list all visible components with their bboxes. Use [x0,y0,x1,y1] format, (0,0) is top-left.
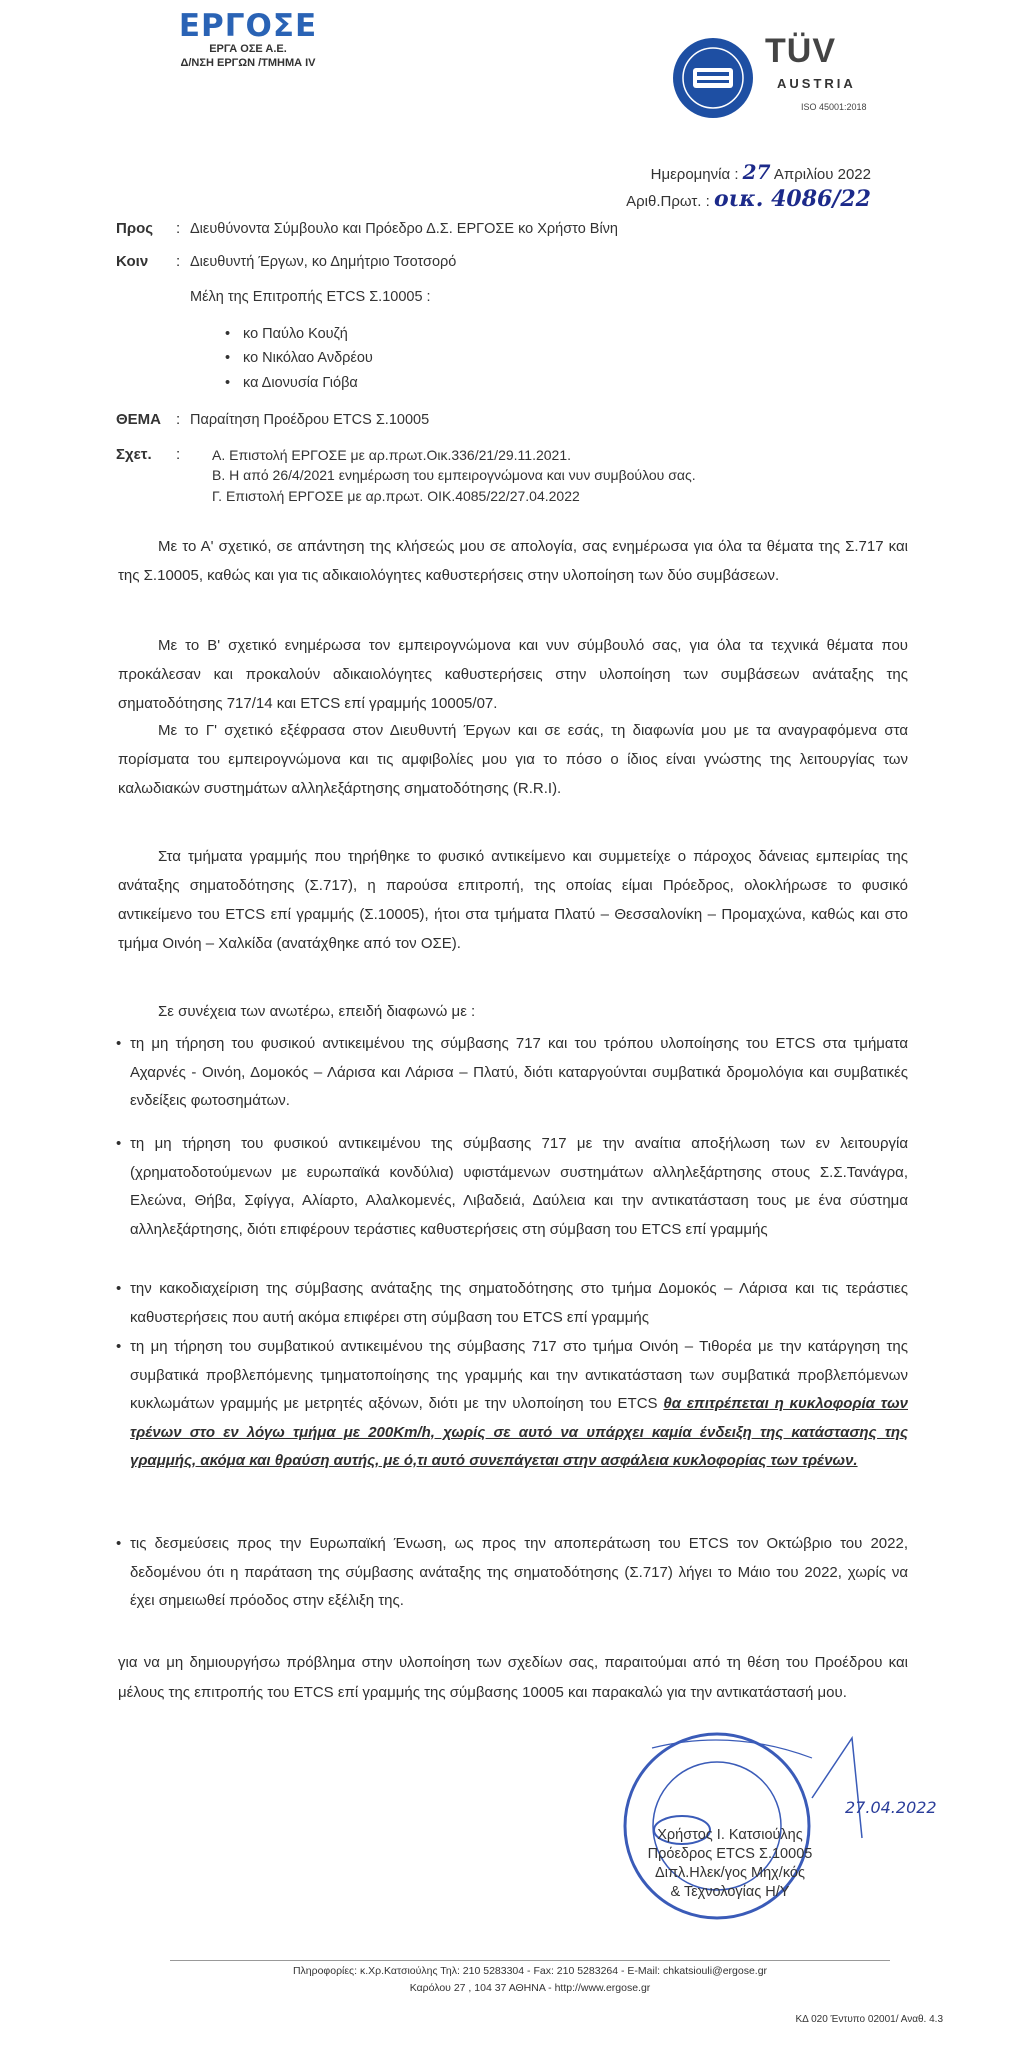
objection-item [116,1030,908,1116]
paragraph-5: Σε συνέχεια των ανωτέρω, επειδή διαφωνώ με : [158,1003,476,1020]
protocol-line [626,186,871,212]
date-rest: Απριλίου 2022 [773,166,871,183]
tuv-iso: ISO 45001:2018 [801,102,867,112]
protocol-label: Αριθ.Πρωτ. : [626,193,710,210]
tuv-certification-logo [665,30,870,125]
member-item: • κο Νικόλαο Ανδρέου [243,350,373,366]
closing-paragraph: για να μη δημιουργήσω πρόβλημα στην υλοποίηση των σχεδίων σας, παραιτούμαι από τη θέση του Προέδρου και μέλους της επιτροπής του ETCS επί γραμμής της σύμβασης 10005 και παρακαλώ για την αντικατάστασή μου. [118,1654,908,1701]
objection-text: τη μη τήρηση του συμβατικού αντικειμένου της σύμβασης 717 στο τμήμα Οινόη – Τιθορέα με την κατάργηση της συμβατικά προβλεπόμενης τμηματοποίησης της γραμμής και την αντικατάσταση των συμβατικά προβλεπόμενων κυκλωμάτων γραμμής με μετρητές αξόνων, διότι με την υλοποίηση του ETCS [130,1338,908,1412]
bullet-icon: • [116,1535,122,1552]
date-label: Ημερομηνία : [650,166,739,183]
bullet-icon: • [116,1135,122,1152]
signatory-name: Χρήστος Ι. Κατσιούλης [657,1827,803,1843]
objection-item [116,1275,908,1332]
subject-colon: : [176,411,181,428]
footer-address: Καρόλου 27 , 104 37 ΑΘΗΝΑ - http://www.ergose.gr [409,1982,651,1994]
tuv-seal-icon [665,30,765,125]
to-label: Προς [116,220,154,237]
reference-item: Γ. Επιστολή ΕΡΓΟΣΕ με αρ.πρωτ. ΟΙΚ.4085/22/27.04.2022 [212,488,580,504]
objection-item [116,1130,908,1244]
refs-label: Σχετ. [116,446,152,463]
to-value: Διευθύνοντα Σύμβουλο και Πρόεδρο Δ.Σ. ΕΡΓΟΣΕ κο Χρήστο Βίνη [190,221,618,237]
objection-text: τη μη τήρηση του φυσικού αντικειμένου της σύμβασης 717 με την αναίτια αποξήλωση των εν λειτουργία (χρηματοδοτούμενων με ευρωπαϊκά κονδύλια) υφιστάμενων συστημάτων αλληλεξάρτησης στους Σ.Σ.Τανάγρα, Ελεώνα, Θήβα, Σφίγγα, Αλίαρτο, Αλαλκομενές, Λιβαδειά, Δαύλεια και την αντικατάσταση τους με ένα σύστημα αλληλεξάρτησης, διότι επιφέρουν τεράστιες καθυστερήσεις στη σύμβαση του ETCS επί γραμμής [130,1135,908,1238]
refs-colon: : [176,446,181,463]
member-item: • κο Παύλο Κουζή [243,326,348,342]
bullet-icon: • [116,1338,122,1355]
objection-text: τις δεσμεύσεις προς την Ευρωπαϊκή Ένωση, ως προς την αποπεράτωση του ETCS τον Οκτώβριο του 2022, δεδομένου ότι η παράταση της σύμβασης ανάταξης της σηματοδότησης (Σ.717) λήγει το Μάιο του 2022, χωρίς να έχει σημειωθεί πρόοδος στην εξέλιξη της. [130,1535,908,1609]
signatory-title: & Τεχνολογίας Η/Υ [670,1884,790,1900]
ergose-logo [178,10,318,70]
signature-block [585,1826,875,1902]
protocol-number: οικ. 4086/22 [713,186,871,212]
reference-item: Α. Επιστολή ΕΡΓΟΣΕ με αρ.πρωτ.Οικ.336/21/29.11.2021. [212,447,571,463]
paragraph-2: Με το Β' σχετικό ενημέρωσα τον εμπειρογνώμονα και νυν σύμβουλό σας, για όλα τα τεχνικά θέματα που προκάλεσαν και προκαλούν αδικαιολόγητες καθυστερήσεις στην υλοποίηση των συμβάσεων ανάταξης της σηματοδότησης 717/14 και ETCS επί γραμμής 10005/07. [118,637,908,712]
objection-item [116,1333,908,1476]
tuv-country: AUSTRIA [777,76,856,91]
signatory-title: Διπλ.Ηλεκ/γος Μηχ/κός [655,1865,805,1881]
org-name: ΕΡΓΑ ΟΣΕ Α.Ε. [209,43,287,55]
paragraph-4: Στα τμήματα γραμμής που τηρήθηκε το φυσικό αντικείμενο και συμμετείχε ο πάροχος δάνειας εμπειρίας της ανάταξης σηματοδότησης (Σ.717), η παρούσα επιτροπή, της οποίας είμαι Πρόεδρος, ολοκλήρωσε το φυσικό αντικείμενο του ETCS επί γραμμής (Σ.10005), ήτοι στα τμήματα Πλατύ – Θεσσαλονίκη – Προμαχώνα, καθώς και στο τμήμα Οινόη – Χαλκίδα (ανατάχθηκε από τον ΟΣΕ). [118,848,908,952]
footer-contact: Πληροφορίες: κ.Χρ.Κατσιούλης Τηλ: 210 5283304 - Fax: 210 5283264 - E-Mail: chkatsiouli@ergose.gr [292,1965,768,1977]
bullet-icon: • [116,1035,122,1052]
footer-divider [170,1960,890,1961]
cc-colon: : [176,253,181,270]
bullet-icon: • [116,1280,122,1297]
ergose-logo-word: ΕΡΓΟΣΕ [178,8,318,44]
reference-item: Β. Η από 26/4/2021 ενημέρωση του εμπειρογνώμονα και νυν συμβούλου σας. [212,467,696,483]
date-line [651,160,871,184]
emphasized-safety-text: θα επιτρέπεται η κυκλοφορία των τρένων στο εν λόγω τμήμα με 200Km/h, χωρίς σε αυτό να υπάρχει καμία ένδειξη της κατάστασης της γραμμής, ακόμα και θραύση αυτής, με ό,τι αυτό συνεπάγεται στην ασφάλεια κυκλοφορίας των τρένων. [130,1395,908,1469]
subject-label: ΘΕΜΑ [116,411,161,428]
org-department: Δ/ΝΣΗ ΕΡΓΩΝ /ΤΜΗΜΑ IV [180,57,316,69]
cc-label: Κοιν [116,253,149,270]
committee-members-title: Μέλη της Επιτροπής ETCS Σ.10005 : [190,289,431,305]
objection-item [116,1530,908,1616]
member-item: • κα Διονυσία Γιόβα [243,375,358,391]
paragraph-1: Με το Α' σχετικό, σε απάντηση της κλήσεώς μου σε απολογία, σας ενημέρωσα για όλα τα θέματα της Σ.717 και της Σ.10005, καθώς και για τις αδικαιολόγητες καθυστερήσεις στην υλοποίηση των δύο συμβάσεων. [118,538,908,584]
to-colon: : [176,220,181,237]
objection-text: τη μη τήρηση του φυσικού αντικειμένου της σύμβασης 717 και του τρόπου υλοποίησης του ETCS στα τμήματα Αχαρνές - Οινόη, Δομοκός – Λάρισα και Λάρισα – Πλατύ, διότι καταργούνται συμβατικά δρομολόγια και συμβατικές ενδείξεις φωτοσημάτων. [130,1035,908,1109]
signature-date: 27.04.2022 [845,1798,937,1817]
signatory-role: Πρόεδρος ETCS Σ.10005 [647,1846,813,1862]
form-code: ΚΔ 020 Έντυπο 02001/ Αναθ. 4.3 [795,2014,943,2025]
objection-text: την κακοδιαχείριση της σύμβασης ανάταξης της σηματοδότησης στο τμήμα Δομοκός – Λάρισα και τις τεράστιες καθυστερήσεις που αυτή ακόμα επιφέρει στη σύμβαση του ETCS επί γραμμής [130,1280,908,1326]
paragraph-3: Με το Γ' σχετικό εξέφρασα στον Διευθυντή Έργων και σε εσάς, τη διαφωνία μου με τα αναγραφόμενα στα πορίσματα του εμπειρογνώμονα και τις αμφιβολίες μου για το πόσο ο ίδιος είναι γνώστης της λειτουργίας των καλωδιακών συστημάτων αλληλεξάρτησης σηματοδότησης (R.R.I). [118,722,908,797]
date-day: 27 [742,160,771,184]
cc-value: Διευθυντή Έργων, κο Δημήτριο Τσοτσορό [190,254,457,270]
tuv-name: TÜV [765,32,836,70]
subject-value: Παραίτηση Προέδρου ETCS Σ.10005 [190,412,430,428]
